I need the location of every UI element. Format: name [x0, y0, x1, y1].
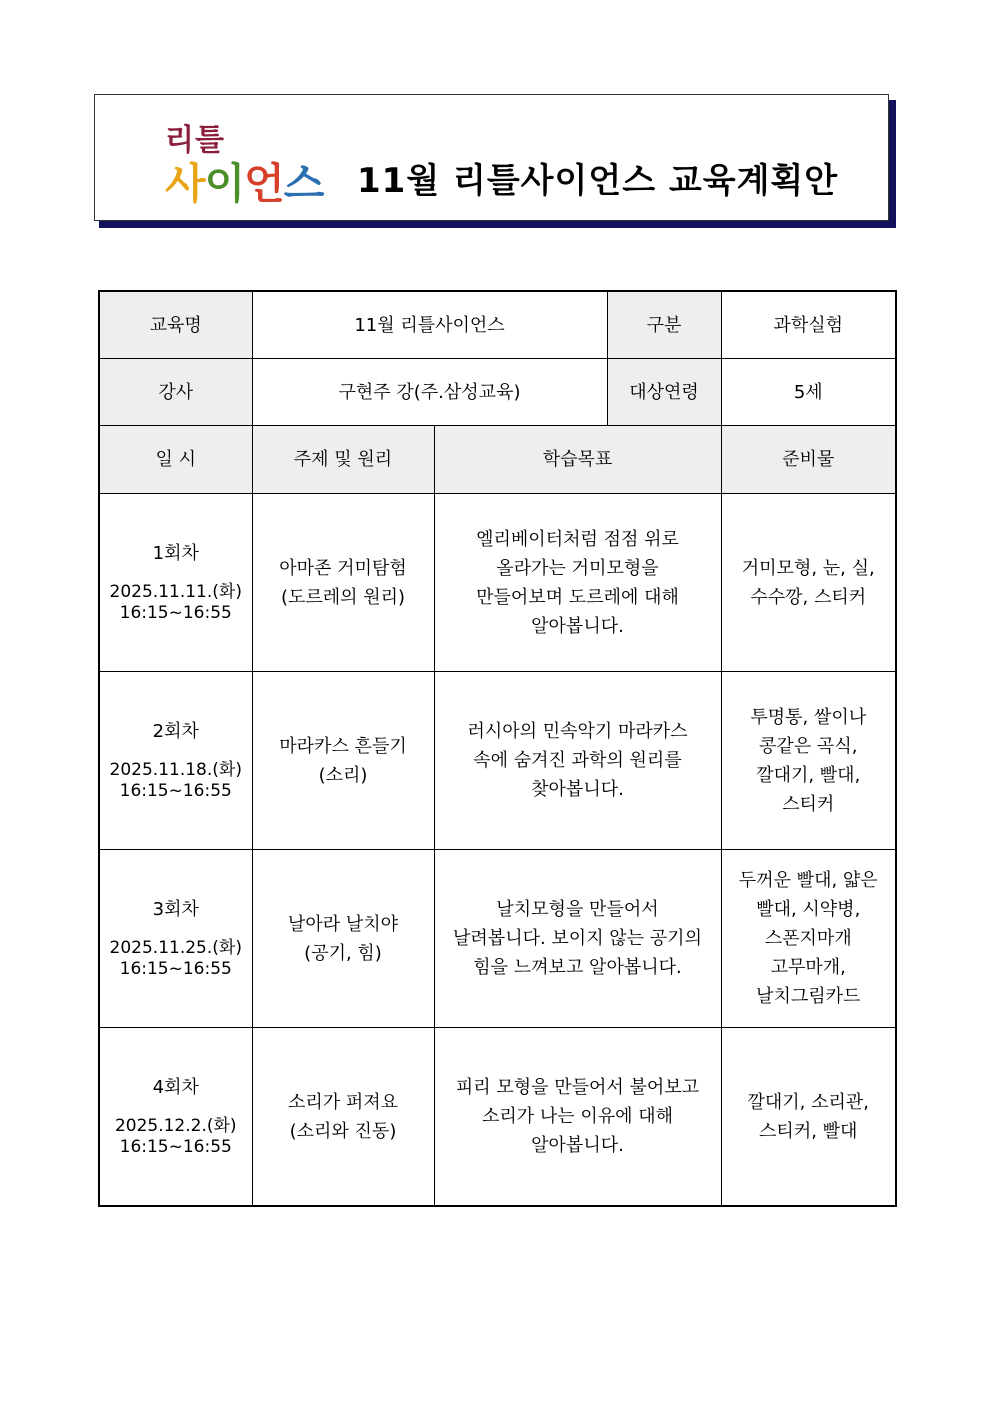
- age-value: 5세: [721, 359, 896, 426]
- table-row: [99, 359, 896, 426]
- session-goal: [434, 850, 721, 1028]
- goal-line: 날려봅니다. 보이지 않는 공기의: [453, 928, 702, 949]
- session-topic: [252, 1028, 434, 1207]
- goal-line: 소리가 나는 이유에 대해: [481, 1106, 674, 1127]
- goal-line: 날치모형을 만들어서: [496, 899, 659, 920]
- session-topic: [252, 494, 434, 672]
- logo-char: 이: [204, 159, 245, 208]
- session-date: 2025.11.18.(화): [109, 759, 242, 780]
- session-materials: [721, 672, 896, 850]
- session-topic: [252, 672, 434, 850]
- session-row: [99, 494, 896, 672]
- session-datetime: [99, 1028, 252, 1207]
- page-title: 11월 리틀사이언스 교육계획안: [357, 161, 839, 201]
- session-time: 16:15~16:55: [119, 780, 232, 801]
- session-date: 2025.11.25.(화): [109, 937, 242, 958]
- session-goal: [434, 1028, 721, 1207]
- goal-column-header: 학습목표: [434, 426, 721, 494]
- table-row: [99, 291, 896, 359]
- topic-column-header: 주제 및 원리: [252, 426, 434, 494]
- session-topic: [252, 850, 434, 1028]
- session-goal: [434, 672, 721, 850]
- session-time: 16:15~16:55: [119, 958, 232, 979]
- session-datetime: [99, 494, 252, 672]
- edu-name-value: 11월 리틀사이언스: [252, 291, 607, 359]
- materials-line: 깔대기, 빨대,: [756, 764, 861, 786]
- topic-line: 소리가 퍼져요: [287, 1091, 399, 1113]
- session-number: 1회차: [152, 542, 199, 564]
- topic-line: (도르레의 원리): [280, 586, 406, 608]
- session-row: [99, 850, 896, 1028]
- materials-line: 투명통, 쌀이나: [750, 706, 867, 728]
- topic-line: (소리와 진동): [289, 1120, 397, 1142]
- session-materials: [721, 494, 896, 672]
- materials-line: 고무마개,: [770, 957, 846, 978]
- materials-line: 스티커, 빨대: [759, 1120, 858, 1142]
- goal-line: 속에 숨겨진 과학의 원리를: [473, 750, 682, 771]
- topic-line: (공기, 힘): [304, 942, 382, 964]
- topic-line: 날아라 날치야: [287, 913, 399, 935]
- logo-line2: [165, 151, 323, 211]
- session-number: 3회차: [152, 898, 199, 920]
- topic-line: (소리): [318, 764, 368, 786]
- session-number: 2회차: [152, 720, 199, 742]
- session-goal: [434, 494, 721, 672]
- logo-char: 스: [283, 159, 324, 208]
- session-materials: [721, 1028, 896, 1207]
- goal-line: 러시아의 민속악기 마라카스: [467, 721, 688, 742]
- goal-line: 올라가는 거미모형을: [496, 557, 659, 579]
- session-row: [99, 1028, 896, 1207]
- materials-line: 날치그림카드: [756, 986, 861, 1007]
- materials-column-header: 준비물: [721, 426, 896, 494]
- materials-line: 스티커: [782, 793, 835, 815]
- education-plan-table: [98, 290, 897, 1207]
- goal-line: 만들어보며 도르레에 대해: [476, 586, 679, 608]
- logo-line1: 리틀: [165, 123, 225, 158]
- goal-line: 엘리베이터처럼 점점 위로: [476, 528, 679, 550]
- goal-line: 찾아봅니다.: [531, 779, 624, 800]
- instructor-value: 구현주 강(주.삼성교육): [252, 359, 607, 426]
- column-header-row: [99, 426, 896, 494]
- topic-line: 마라카스 흔들기: [279, 735, 407, 757]
- little-science-logo: [165, 115, 330, 208]
- session-datetime: [99, 850, 252, 1028]
- edu-name-label: 교육명: [99, 291, 252, 359]
- session-time: 16:15~16:55: [119, 602, 232, 623]
- age-label: 대상연령: [607, 359, 721, 426]
- session-datetime: [99, 672, 252, 850]
- session-date: 2025.12.2.(화): [114, 1115, 237, 1136]
- materials-line: 수수깡, 스티커: [750, 586, 867, 608]
- session-date: 2025.11.11.(화): [109, 581, 242, 602]
- materials-line: 스폰지마개: [764, 928, 852, 949]
- materials-line: 깔대기, 소리관,: [747, 1091, 869, 1113]
- goal-line: 피리 모형을 만들어서 불어보고: [455, 1077, 700, 1098]
- goal-line: 알아봅니다.: [531, 615, 624, 637]
- materials-line: 두꺼운 빨대, 얇은: [738, 870, 878, 891]
- materials-line: 거미모형, 눈, 실,: [741, 557, 875, 579]
- session-number: 4회차: [152, 1076, 199, 1098]
- session-time: 16:15~16:55: [119, 1136, 232, 1157]
- goal-line: 알아봅니다.: [531, 1135, 624, 1156]
- instructor-label: 강사: [99, 359, 252, 426]
- materials-line: 빨대, 시약병,: [756, 899, 861, 920]
- category-value: 과학실험: [721, 291, 896, 359]
- session-row: [99, 672, 896, 850]
- date-column-header: 일 시: [99, 426, 252, 494]
- session-materials: [721, 850, 896, 1028]
- category-label: 구분: [607, 291, 721, 359]
- title-box: [94, 94, 889, 221]
- materials-line: 콩같은 곡식,: [759, 735, 858, 757]
- logo-char: 사: [165, 159, 205, 208]
- topic-line: 아마존 거미탐험: [279, 557, 407, 579]
- logo-char: 언: [244, 159, 284, 208]
- goal-line: 힘을 느껴보고 알아봅니다.: [473, 957, 682, 978]
